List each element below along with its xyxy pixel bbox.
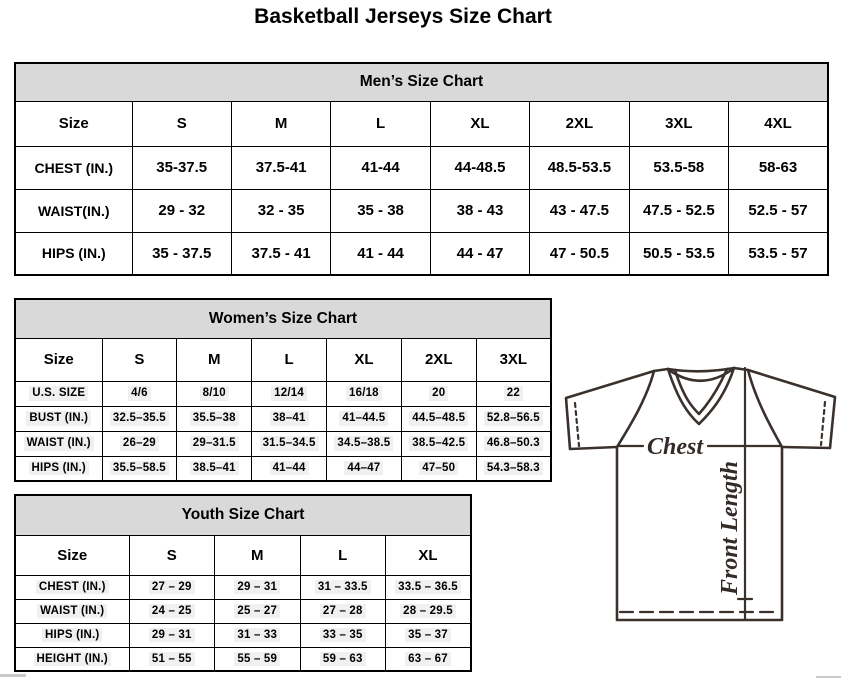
- mens-cell: 41 - 44: [331, 232, 430, 275]
- mens-cell: 32 - 35: [231, 189, 330, 232]
- womens-cell: [177, 406, 252, 431]
- chest-label: Chest: [646, 434, 704, 460]
- cell-text: WAIST (IN.): [37, 604, 107, 618]
- youth-cell: [386, 575, 472, 599]
- cell-text: 29 – 31: [234, 580, 280, 594]
- mens-column-header: S: [132, 101, 231, 146]
- youth-cell: [129, 599, 215, 623]
- womens-cell: [177, 456, 252, 481]
- cell-text: 54.3–58.3: [484, 461, 543, 475]
- womens-cell: [102, 456, 177, 481]
- cell-text: 24 – 25: [149, 604, 195, 618]
- jersey-body: [617, 447, 782, 620]
- cell-text: 34.5–38.5: [334, 436, 393, 450]
- womens-cell: [102, 406, 177, 431]
- womens-row-label: [15, 381, 102, 406]
- cell-text: CHEST (IN.): [36, 580, 109, 594]
- womens-cell: [476, 456, 551, 481]
- womens-column-header: S: [102, 338, 177, 381]
- cell-text: 12/14: [271, 386, 307, 400]
- womens-table-row: [15, 381, 551, 406]
- mens-column-header: M: [231, 101, 330, 146]
- mens-cell: 43 - 47.5: [530, 189, 629, 232]
- mens-cell: 37.5-41: [231, 146, 330, 189]
- womens-cell: [476, 381, 551, 406]
- cell-text: 26–29: [120, 436, 159, 450]
- mens-column-header: 3XL: [629, 101, 728, 146]
- youth-column-header: XL: [386, 535, 472, 575]
- womens-column-header: 3XL: [476, 338, 551, 381]
- cell-text: HIPS (IN.): [29, 461, 89, 475]
- mens-cell: 53.5-58: [629, 146, 728, 189]
- womens-cell: [476, 406, 551, 431]
- cell-text: 46.8–50.3: [484, 436, 543, 450]
- cell-text: 33.5 – 36.5: [395, 580, 461, 594]
- mens-row-label: CHEST (IN.): [15, 146, 132, 189]
- youth-table-title: Youth Size Chart: [15, 495, 471, 535]
- youth-column-header: M: [215, 535, 301, 575]
- mens-cell: 47.5 - 52.5: [629, 189, 728, 232]
- womens-size-table: [14, 298, 552, 482]
- cell-text: 22: [504, 386, 523, 400]
- cell-text: 31 – 33.5: [315, 580, 371, 594]
- mens-cell: 48.5-53.5: [530, 146, 629, 189]
- womens-cell: [401, 381, 476, 406]
- womens-cell: [326, 456, 401, 481]
- youth-column-header: L: [300, 535, 386, 575]
- cell-text: 29 – 31: [149, 628, 195, 642]
- youth-cell: [215, 575, 301, 599]
- mens-column-header: 2XL: [530, 101, 629, 146]
- cell-text: 35.5–38: [190, 411, 239, 425]
- cell-text: 47–50: [419, 461, 458, 475]
- cell-text: 63 – 67: [405, 652, 451, 666]
- cell-text: 31.5–34.5: [260, 436, 319, 450]
- youth-cell: [386, 623, 472, 647]
- cell-text: 38.5–42.5: [409, 436, 468, 450]
- mens-cell: 44-48.5: [430, 146, 529, 189]
- cell-text: U.S. SIZE: [29, 386, 88, 400]
- cell-text: 20: [429, 386, 448, 400]
- mens-cell: 38 - 43: [430, 189, 529, 232]
- mens-row-label: HIPS (IN.): [15, 232, 132, 275]
- mens-size-table: [14, 62, 829, 276]
- youth-cell: [129, 623, 215, 647]
- womens-cell: [252, 456, 327, 481]
- cell-text: 51 – 55: [149, 652, 195, 666]
- youth-row-label: [15, 647, 129, 671]
- mens-cell: 47 - 50.5: [530, 232, 629, 275]
- bottom-edge-fragment-left: [0, 674, 26, 677]
- cell-text: BUST (IN.): [26, 411, 91, 425]
- youth-cell: [386, 599, 472, 623]
- cell-text: 33 – 35: [320, 628, 366, 642]
- youth-table-row: [15, 647, 471, 671]
- youth-table-row: [15, 599, 471, 623]
- womens-cell: [401, 431, 476, 456]
- youth-column-header: S: [129, 535, 215, 575]
- youth-cell: [215, 647, 301, 671]
- youth-row-label: [15, 623, 129, 647]
- youth-column-header: Size: [15, 535, 129, 575]
- cell-text: 41–44: [270, 461, 309, 475]
- cell-text: 59 – 63: [320, 652, 366, 666]
- womens-column-header: XL: [326, 338, 401, 381]
- womens-table-title: Women’s Size Chart: [15, 299, 551, 338]
- cell-text: 4/6: [128, 386, 151, 400]
- cell-text: 32.5–35.5: [110, 411, 169, 425]
- mens-cell: 35 - 37.5: [132, 232, 231, 275]
- womens-row-label: [15, 431, 102, 456]
- womens-cell: [102, 431, 177, 456]
- womens-cell: [177, 381, 252, 406]
- cell-text: 16/18: [346, 386, 382, 400]
- youth-cell: [300, 647, 386, 671]
- womens-cell: [177, 431, 252, 456]
- womens-cell: [326, 431, 401, 456]
- mens-cell: 35 - 38: [331, 189, 430, 232]
- mens-cell: 52.5 - 57: [729, 189, 828, 232]
- cell-text: 27 – 29: [149, 580, 195, 594]
- cell-text: 38–41: [270, 411, 309, 425]
- cell-text: 27 – 28: [320, 604, 366, 618]
- cell-text: WAIST (IN.): [24, 436, 94, 450]
- youth-row-label: [15, 575, 129, 599]
- page-title: Basketball Jerseys Size Chart: [254, 5, 552, 28]
- youth-size-table: [14, 494, 472, 672]
- mens-column-header: Size: [15, 101, 132, 146]
- mens-table-row: [15, 189, 828, 232]
- youth-cell: [215, 599, 301, 623]
- youth-cell: [129, 575, 215, 599]
- mens-cell: 58-63: [729, 146, 828, 189]
- cell-text: 25 – 27: [234, 604, 280, 618]
- youth-cell: [300, 575, 386, 599]
- youth-cell: [300, 599, 386, 623]
- mens-cell: 35-37.5: [132, 146, 231, 189]
- youth-table-row: [15, 623, 471, 647]
- womens-cell: [102, 381, 177, 406]
- womens-cell: [252, 406, 327, 431]
- cell-text: 41–44.5: [339, 411, 388, 425]
- mens-table-row: [15, 146, 828, 189]
- youth-cell: [386, 647, 472, 671]
- cell-text: 8/10: [200, 386, 229, 400]
- mens-cell: 50.5 - 53.5: [629, 232, 728, 275]
- cell-text: HEIGHT (IN.): [34, 652, 111, 666]
- womens-table-row: [15, 456, 551, 481]
- youth-cell: [215, 623, 301, 647]
- mens-cell: 53.5 - 57: [729, 232, 828, 275]
- womens-cell: [252, 381, 327, 406]
- cell-text: 52.8–56.5: [484, 411, 543, 425]
- cell-text: 55 – 59: [234, 652, 280, 666]
- cell-text: 44.5–48.5: [409, 411, 468, 425]
- womens-cell: [326, 406, 401, 431]
- mens-column-header: L: [331, 101, 430, 146]
- jersey-collar-top: [668, 368, 734, 371]
- jersey-right-cuff-dashes: [821, 402, 825, 445]
- mens-table-row: [15, 232, 828, 275]
- cell-text: 44–47: [344, 461, 383, 475]
- womens-column-header: L: [252, 338, 327, 381]
- womens-table-row: [15, 431, 551, 456]
- cell-text: 31 – 33: [234, 628, 280, 642]
- jersey-left-cuff-dashes: [575, 403, 579, 446]
- womens-cell: [326, 381, 401, 406]
- youth-table-row: [15, 575, 471, 599]
- cell-text: 38.5–41: [190, 461, 239, 475]
- youth-row-label: [15, 599, 129, 623]
- youth-cell: [300, 623, 386, 647]
- cell-text: 35 – 37: [405, 628, 451, 642]
- mens-row-label: WAIST(IN.): [15, 189, 132, 232]
- cell-text: 29–31.5: [190, 436, 239, 450]
- mens-column-header: XL: [430, 101, 529, 146]
- cell-text: 35.5–58.5: [110, 461, 169, 475]
- bottom-edge-fragment-right: [816, 676, 841, 678]
- cell-text: HIPS (IN.): [42, 628, 102, 642]
- mens-cell: 41-44: [331, 146, 430, 189]
- womens-row-label: [15, 456, 102, 481]
- youth-cell: [129, 647, 215, 671]
- womens-cell: [401, 406, 476, 431]
- cell-text: 28 – 29.5: [400, 604, 456, 618]
- mens-column-header: 4XL: [729, 101, 828, 146]
- jersey-right-armhole: [748, 370, 782, 447]
- womens-column-header: 2XL: [401, 338, 476, 381]
- mens-cell: 29 - 32: [132, 189, 231, 232]
- mens-table-title: Men’s Size Chart: [15, 63, 828, 101]
- front-length-label: Front Length: [717, 460, 743, 596]
- womens-column-header: M: [177, 338, 252, 381]
- jersey-diagram: [558, 356, 843, 646]
- womens-cell: [476, 431, 551, 456]
- womens-row-label: [15, 406, 102, 431]
- womens-table-row: [15, 406, 551, 431]
- mens-cell: 44 - 47: [430, 232, 529, 275]
- womens-cell: [401, 456, 476, 481]
- womens-column-header: Size: [15, 338, 102, 381]
- mens-cell: 37.5 - 41: [231, 232, 330, 275]
- womens-cell: [252, 431, 327, 456]
- jersey-right-sleeve: [734, 368, 835, 448]
